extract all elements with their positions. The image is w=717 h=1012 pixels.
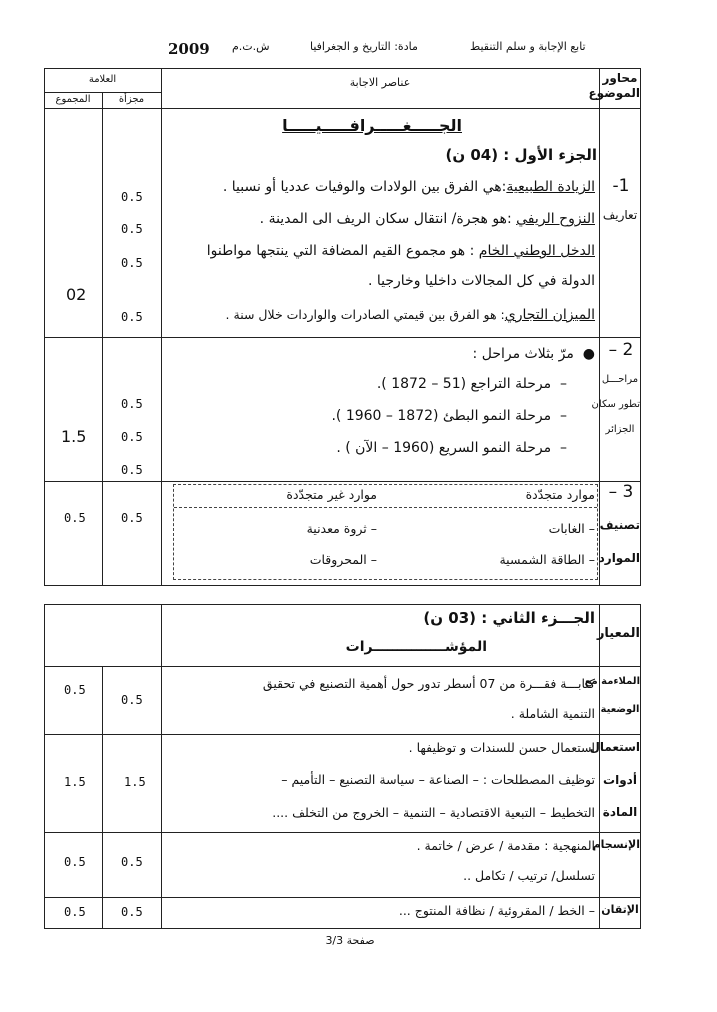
header-stream: ش.ت.م [232,40,270,53]
criterion-mastery: الإتقان [601,903,639,916]
col-mark-header: العلامة [88,74,117,85]
row2-axis-label-2: تطور سكان [591,399,640,410]
tools-line-2: توظيف المصطلحات : – الصناعة – سياسة التصنيع – التأميم – [281,772,595,787]
section-title: الجـــــغـــــرافـــــيـــــا [282,116,462,135]
relevance-line-2: التنمية الشاملة . [510,706,595,721]
definition-rural-exodus: النزوح الريفي :هو هجرة/ انتقال سكان الريف الى المدينة . [259,211,595,227]
page-number: صفحة 3/3 [325,934,375,947]
nonrenewable-hydrocarbons: – المحروقات [309,552,377,567]
criterion-tools-2: أدوات [603,773,637,787]
col-elements-header: عناصر الاجابة [349,76,411,89]
col-axes-header: محاور الموضوع [588,71,640,100]
nonrenewable-minerals: – ثروة معدنية [306,521,377,536]
coherence-partial: 0.5 [121,855,143,869]
coherence-line-1: المنهجية : مقدمة / عرض / خاتمة . [416,838,595,853]
part1-title: الجزء الأول : (04 ن) [445,146,597,164]
row1-partial-2: 0.5 [121,222,143,236]
stage-slow-growth: – مرحلة النمو البطئ (1872 – 1960 ). [331,408,567,424]
row2-partial-1: 0.5 [121,397,143,411]
row2-intro: ● مرّ بثلاث مراحل : [472,346,595,362]
row2-axis-num: 2 – [608,340,634,360]
row1-partial-1: 0.5 [121,190,143,204]
row3-axis-label-2: الموارد [598,551,640,565]
renewable-solar: – الطاقة الشمسية [499,552,595,567]
mastery-partial: 0.5 [121,905,143,919]
criterion-coherence: الإنسجام [592,838,640,851]
renewable-title: موارد متجدّدة [525,487,595,502]
definition-natural-increase: الزيادة الطبيعية:هي الفرق بين الولادات والوفيات عدديا أو نسبيا . [222,179,595,195]
row1-axis-label: تعاريف [602,208,638,222]
row3-partial: 0.5 [121,511,143,525]
coherence-line-2: تسلسل/ ترتيب / تكامل .. [463,868,595,883]
mastery-line-1: – الخط / المقروئية / نظافة المنتوج ... [398,903,595,918]
row3-axis-label-1: تصنيف [599,518,640,532]
tools-line-1: استعمال حسن للسندات و توظيفها . [408,740,595,755]
row2-axis-label-3: الجزائر [605,424,635,435]
bullet-icon: ● [582,346,595,362]
criterion-relevance-1: الملاءمة مع [584,676,640,687]
row1-partial-4: 0.5 [121,310,143,324]
mastery-total: 0.5 [64,905,86,919]
criterion-relevance-2: الوضعية [600,704,640,715]
relevance-line-1: كتابـــة فقـــرة من 07 أسطر تدور حول أهمية التصنيع في تحقيق [262,676,595,691]
row2-axis-label-1: مراحـــل [601,374,639,385]
col-criteria-header: المعيار [596,626,640,641]
header-year: 2009 [168,40,210,58]
definition-gdp: الدخل الوطني الخام : هو مجموع القيم المضافة التي ينتجها مواطنوا [206,243,595,259]
header-title: تابع الإجابة و سلم التنقيط [470,40,586,53]
criterion-tools-1: استعمال [589,740,640,754]
nonrenewable-title: موارد غير متجدّدة [286,487,377,502]
col-total-header: المجموع [55,94,91,105]
relevance-partial: 0.5 [121,693,143,707]
row3-axis-num: 3 – [608,482,634,502]
coherence-total: 0.5 [64,855,86,869]
tools-line-3: التخطيط – التبعية الاقتصادية – التنمية – الخروج من التخلف .... [272,805,595,820]
tools-total: 1.5 [64,775,86,789]
definition-gdp-cont: الدولة في كل المجالات داخليا وخارجيا . [367,273,595,289]
tools-partial: 1.5 [124,775,146,789]
criterion-tools-3: المادة [602,805,638,819]
row1-axis-num: 1- [612,176,630,196]
header-subject: مادة: التاريخ و الجغرافيا [310,40,418,53]
stage-decline: – مرحلة التراجع (51 – 1872 ). [376,376,567,392]
row2-total: 1.5 [61,427,87,446]
part2-title: الجـــزء الثاني : (03 ن) [423,609,595,627]
col-partial-header: مجزأة [118,94,145,105]
indicators-title: المؤشـــــــــــــــرات [345,639,487,655]
row2-partial-3: 0.5 [121,463,143,477]
row3-total: 0.5 [64,511,86,525]
row1-partial-3: 0.5 [121,256,143,270]
relevance-total: 0.5 [64,683,86,697]
row2-partial-2: 0.5 [121,430,143,444]
stage-fast-growth: – مرحلة النمو السريع (1960 – الآن ) . [336,440,567,456]
renewable-forests: – الغابات [548,521,595,536]
row1-total: 02 [66,285,87,304]
definition-trade-balance: الميزان التجاري: هو الفرق بين قيمتي الصادرات والواردات خلال سنة . [225,307,595,323]
